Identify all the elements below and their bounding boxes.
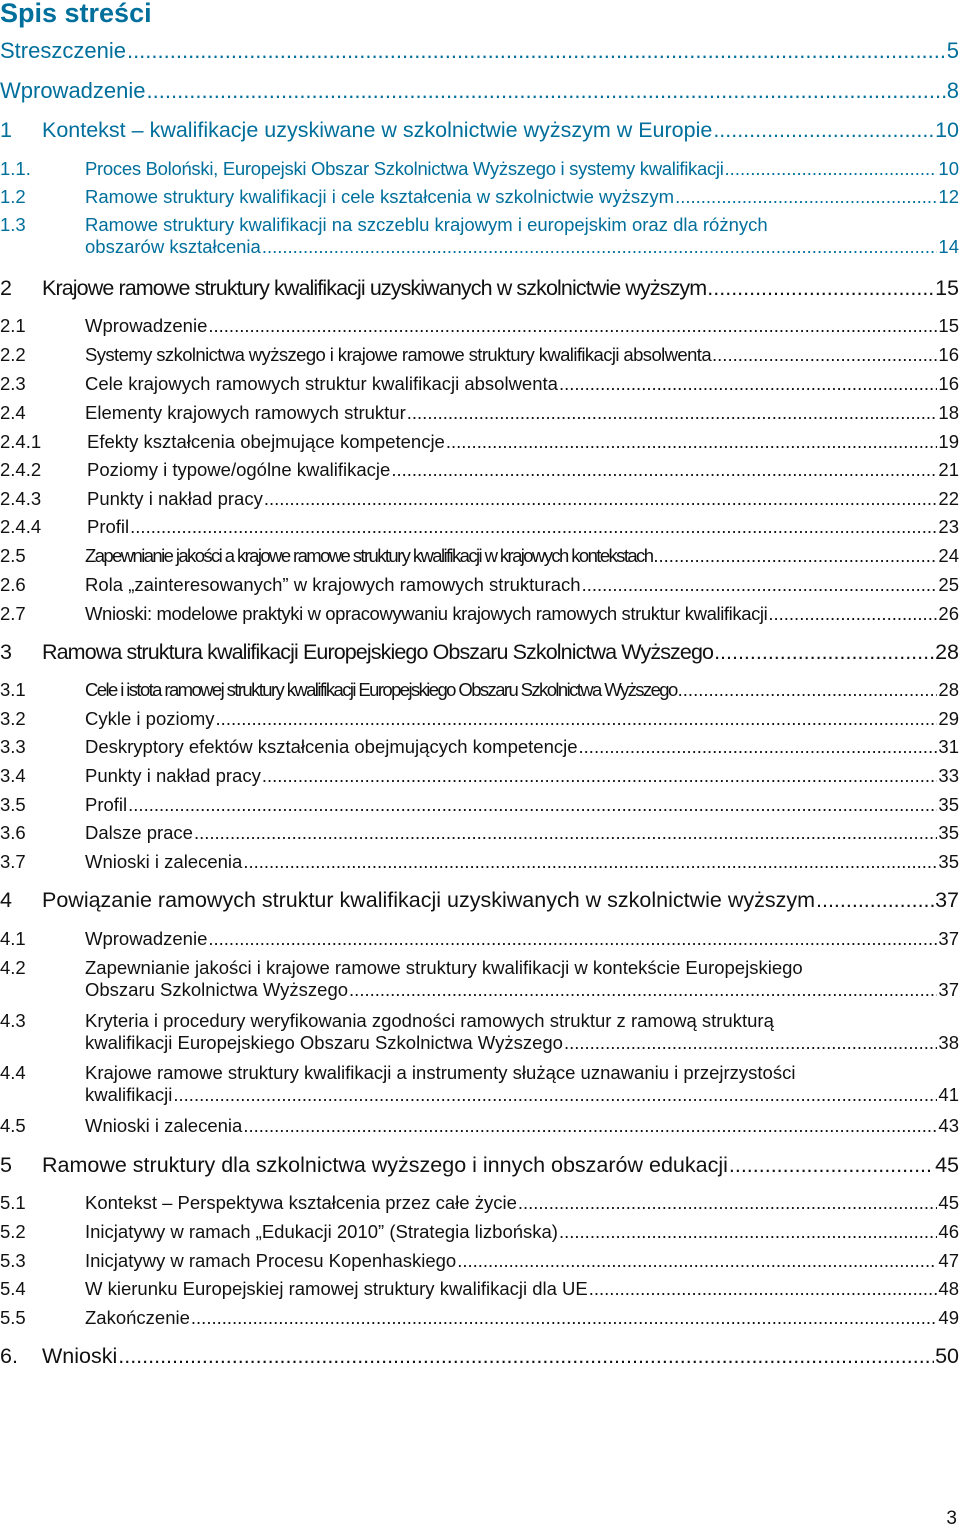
toc-entry-title: Wnioski i zalecenia (85, 851, 243, 872)
dot-leader (173, 1084, 937, 1106)
toc-entry-number: 2.4.3 (0, 488, 42, 509)
dot-leader (559, 373, 937, 395)
toc-entry-title: Wprowadzenie (0, 78, 146, 103)
dot-leader (714, 640, 934, 665)
dot-leader (391, 459, 937, 481)
dot-leader (713, 118, 934, 143)
toc-entry-number: 1.1. (0, 158, 31, 179)
toc-entry-2-4[interactable] (0, 402, 960, 424)
toc-entry-1[interactable] (0, 118, 960, 143)
dot-leader (262, 765, 938, 787)
toc-entry-3-3[interactable] (0, 736, 960, 758)
toc-entry-number: 4.5 (0, 1115, 26, 1136)
toc-entry-title: Punkty i nakład pracy (87, 488, 263, 509)
toc-entry-1-1[interactable] (0, 158, 960, 180)
toc-entry-number: 2.4.1 (0, 431, 42, 452)
dot-leader (675, 186, 937, 208)
toc-entry-page: 18 (938, 402, 959, 423)
toc-entry-page: 16 (938, 344, 959, 365)
toc-entry-page: 8 (946, 78, 959, 103)
toc-entry-page: 23 (938, 516, 959, 537)
toc-entry-number: 5.4 (0, 1278, 26, 1299)
toc-entry-title: W kierunku Europejskiej ramowej struktury kwalifikacji dla UE (85, 1278, 588, 1299)
toc-entry-page: 45 (938, 1192, 959, 1213)
dot-leader (579, 736, 938, 758)
toc-entry-title: Powiązanie ramowych struktur kwalifikacji uzyskiwanych w szkolnictwie wyższym (42, 888, 816, 912)
toc-entry-number: 4 (0, 888, 12, 912)
toc-entry-number: 5.2 (0, 1221, 26, 1242)
toc-entry-2-6[interactable] (0, 574, 960, 596)
dot-leader (191, 1307, 938, 1329)
toc-entry-title: Zakończenie (85, 1307, 190, 1328)
toc-entry-number: 1.2 (0, 186, 26, 207)
toc-entry-title: Efekty kształcenia obejmujące kompetencje (87, 431, 445, 452)
toc-entry-page: 31 (938, 736, 959, 757)
toc-entry-number: 3.2 (0, 708, 26, 729)
toc-entry-page: 26 (938, 603, 959, 624)
dot-leader (729, 1153, 934, 1178)
toc-entry-page: 49 (938, 1307, 959, 1328)
toc-entry-title: Krajowe ramowe struktury kwalifikacji uzyskiwanych w szkolnictwie wyższym (42, 276, 707, 300)
toc-entry-page: 22 (938, 488, 959, 509)
toc-entry-title: Wprowadzenie (85, 315, 208, 336)
toc-entry-2-4-1[interactable] (0, 431, 960, 453)
toc-entry-page: 38 (938, 1032, 959, 1053)
toc-entry-title: Systemy szkolnictwa wyższego i krajowe ramowe struktury kwalifikacji absolwenta (85, 344, 712, 365)
toc-entry-4-5[interactable] (0, 1115, 960, 1137)
toc-entry-page: 16 (938, 373, 959, 394)
dot-leader (147, 78, 946, 104)
dot-leader (559, 1221, 937, 1243)
dot-leader (194, 822, 937, 844)
toc-entry-page: 50 (935, 1344, 959, 1368)
toc-entry-page: 19 (938, 431, 959, 452)
toc-entry-number: 1.3 (0, 214, 26, 235)
toc-entry-number: 2 (0, 276, 12, 300)
toc-entry-number: 3.3 (0, 736, 26, 757)
toc-entry-page: 47 (938, 1250, 959, 1271)
toc-entry-5-4[interactable] (0, 1278, 960, 1300)
toc-entry-number: 2.7 (0, 603, 26, 624)
toc-entry-page: 21 (938, 459, 959, 480)
dot-leader (725, 158, 938, 180)
toc-entry-title: Zapewnianie jakości a krajowe ramowe struktury kwalifikacji w krajowych kontekstach (85, 545, 653, 566)
toc-entry-title: Cykle i poziomy (85, 708, 215, 729)
dot-leader (243, 1115, 937, 1137)
toc-entry-3-5[interactable] (0, 794, 960, 816)
toc-entry-page: 29 (938, 708, 959, 729)
toc-entry-number: 3 (0, 640, 12, 664)
dot-leader (208, 315, 937, 337)
toc-entry-5-2[interactable] (0, 1221, 960, 1243)
dot-leader (589, 1278, 938, 1300)
toc-entry-title: Inicjatywy w ramach Procesu Kopenhaskiego (85, 1250, 457, 1271)
toc-entry-4-3[interactable] (0, 1010, 960, 1054)
dot-leader (243, 851, 937, 873)
toc-entry-number: 2.4.4 (0, 516, 42, 537)
toc-entry-page: 28 (938, 679, 959, 700)
toc-entry-title: Ramowa struktura kwalifikacji Europejskiego Obszaru Szkolnictwa Wyższego (42, 640, 714, 664)
toc-entry-2-2[interactable] (0, 344, 960, 366)
toc-entry-2-4-4[interactable] (0, 516, 960, 538)
toc-entry-3-6[interactable] (0, 822, 960, 844)
toc-entry-number: 3.6 (0, 822, 26, 843)
toc-entry-number: 5.1 (0, 1192, 26, 1213)
dot-leader (712, 344, 937, 366)
toc-entry-5-5[interactable] (0, 1307, 960, 1329)
toc-entry-page: 28 (935, 640, 959, 664)
toc-entry-5-3[interactable] (0, 1250, 960, 1272)
toc-entry-3-1[interactable] (0, 679, 960, 701)
toc-entry-page: 25 (938, 574, 959, 595)
page-number: 3 (946, 1508, 957, 1529)
toc-entry-3-7[interactable] (0, 851, 960, 873)
toc-entry-page: 15 (938, 315, 959, 336)
toc-entry-4-4[interactable] (0, 1062, 960, 1106)
toc-entry-number: 2.5 (0, 545, 26, 566)
toc-entry-title-line1: Kryteria i procedury weryfikowania zgodności ramowych struktur z ramową strukturą (85, 1010, 774, 1031)
toc-entry-title-line1: Krajowe ramowe struktury kwalifikacji a instrumenty służące uznawaniu i przejrzystości (85, 1062, 796, 1083)
toc-entry-2-7[interactable] (0, 603, 960, 625)
toc-entry-number: 5 (0, 1153, 12, 1177)
dot-leader (118, 1344, 934, 1369)
toc-entry-title: Kontekst – Perspektywa kształcenia przez całe życie (85, 1192, 517, 1213)
dot-leader (653, 545, 937, 567)
toc-entry-title: kwalifikacji Europejskiego Obszaru Szkolnictwa Wyższego (85, 1032, 563, 1053)
toc-entry-title: Elementy krajowych ramowych struktur (85, 402, 406, 423)
toc-entry-title: kwalifikacji (85, 1084, 173, 1105)
toc-entry-streszczenie[interactable] (0, 38, 960, 64)
toc-entry-number: 2.3 (0, 373, 26, 394)
toc-entry-number: 3.4 (0, 765, 26, 786)
toc-entry-title: Ramowe struktury kwalifikacji i cele kształcenia w szkolnictwie wyższym (85, 186, 675, 207)
toc-entry-number: 4.4 (0, 1062, 26, 1083)
toc-entry-title: Cele krajowych ramowych struktur kwalifikacji absolwenta (85, 373, 558, 394)
toc-entry-page: 5 (946, 38, 959, 63)
toc-entry-page: 33 (938, 765, 959, 786)
toc-entry-2-4-3[interactable] (0, 488, 960, 510)
toc-entry-number: 5.3 (0, 1250, 26, 1271)
toc-entry-title: Dalsze prace (85, 822, 193, 843)
toc-entry-number: 3.7 (0, 851, 26, 872)
toc-entry-number: 2.2 (0, 344, 26, 365)
toc-entry-title: Kontekst – kwalifikacje uzyskiwane w szkolnictwie wyższym w Europie (42, 118, 713, 142)
toc-entry-title: Rola „zainteresowanych” w krajowych ramowych strukturach (85, 574, 581, 595)
toc-entry-page: 37 (938, 979, 959, 1000)
dot-leader (582, 574, 938, 596)
toc-entry-page: 14 (938, 236, 959, 257)
toc-entry-page: 43 (938, 1115, 959, 1136)
toc-entry-title: Inicjatywy w ramach „Edukacji 2010” (Strategia lizbońska) (85, 1221, 558, 1242)
toc-entry-number: 3.5 (0, 794, 26, 815)
toc-entry-page: 10 (935, 118, 959, 142)
toc-entry-page: 48 (938, 1278, 959, 1299)
dot-leader (208, 928, 937, 950)
toc-entry-page: 12 (938, 186, 959, 207)
toc-entry-page: 46 (938, 1221, 959, 1242)
toc-entry-number: 3.1 (0, 679, 26, 700)
toc-entry-5[interactable] (0, 1153, 960, 1178)
dot-leader (678, 679, 938, 701)
toc-entry-4-2[interactable] (0, 957, 960, 1001)
toc-entry-page: 37 (935, 888, 959, 912)
toc-entry-number: 2.4.2 (0, 459, 42, 480)
toc-entry-4[interactable] (0, 888, 960, 913)
toc-entry-2-3[interactable] (0, 373, 960, 395)
toc-entry-page: 45 (935, 1153, 959, 1177)
toc-entry-1-3[interactable] (0, 214, 960, 258)
toc-entry-number: 5.5 (0, 1307, 26, 1328)
toc-entry-5-1[interactable] (0, 1192, 960, 1214)
dot-leader (262, 236, 938, 258)
toc-entry-title: Punkty i nakład pracy (85, 765, 261, 786)
dot-leader (518, 1192, 938, 1214)
toc-entry-title: Wnioski: modelowe praktyki w opracowywaniu krajowych ramowych struktur kwalifikacji (85, 603, 768, 624)
toc-entry-4-1[interactable] (0, 928, 960, 950)
toc-entry-title: Profil (87, 516, 130, 537)
toc-entry-number: 4.1 (0, 928, 26, 949)
toc-entry-page: 35 (938, 794, 959, 815)
toc-entry-page: 37 (938, 928, 959, 949)
toc-entry-wprowadzenie[interactable] (0, 78, 960, 104)
dot-leader (816, 888, 934, 913)
toc-entry-title: obszarów kształcenia (85, 236, 261, 257)
toc-entry-number: 2.6 (0, 574, 26, 595)
toc-entry-6[interactable] (0, 1344, 960, 1369)
toc-entry-page: 35 (938, 822, 959, 843)
toc-entry-title: Proces Boloński, Europejski Obszar Szkolnictwa Wyższego i systemy kwalifikacji (85, 158, 724, 179)
toc-entry-title: Deskryptory efektów kształcenia obejmujących kompetencje (85, 736, 578, 757)
toc-entry-title: Wprowadzenie (85, 928, 208, 949)
toc-entry-number: 4.3 (0, 1010, 26, 1031)
dot-leader (707, 276, 934, 301)
toc-entry-title: Ramowe struktury dla szkolnictwa wyższego i innych obszarów edukacji (42, 1153, 728, 1177)
toc-entry-2-4-2[interactable] (0, 459, 960, 481)
dot-leader (128, 794, 937, 816)
toc-entry-3-4[interactable] (0, 765, 960, 787)
dot-leader (216, 708, 938, 730)
toc-entry-number: 1 (0, 118, 12, 142)
toc-entry-3[interactable] (0, 640, 960, 665)
toc-entry-2-1[interactable] (0, 315, 960, 337)
toc-entry-title: Cele i istota ramowej struktury kwalifikacji Europejskiego Obszaru Szkolnictwa Wyższego (85, 679, 677, 700)
dot-leader (446, 431, 938, 453)
toc-entry-page: 10 (938, 158, 959, 179)
page-title: Spis streści (0, 0, 152, 28)
toc-entry-title: Wnioski i zalecenia (85, 1115, 243, 1136)
dot-leader (768, 603, 937, 625)
toc-entry-page: 35 (938, 851, 959, 872)
toc-entry-1-2[interactable] (0, 186, 960, 208)
toc-entry-title-line1: Zapewnianie jakości i krajowe ramowe struktury kwalifikacji w kontekście Europejskiego (85, 957, 803, 978)
toc-entry-title: Poziomy i typowe/ogólne kwalifikacje (87, 459, 391, 480)
toc-entry-number: 2.4 (0, 402, 26, 423)
toc-entry-title: Wnioski (42, 1344, 118, 1368)
toc-entry-number: 2.1 (0, 315, 26, 336)
toc-entry-2-5[interactable] (0, 545, 960, 567)
dot-leader (407, 402, 938, 424)
dot-leader (349, 979, 937, 1001)
toc-entry-title-line1: Ramowe struktury kwalifikacji na szczeblu krajowym i europejskim oraz dla różnych (85, 214, 768, 235)
toc-entry-page: 24 (938, 545, 959, 566)
toc-entry-number: 6. (0, 1344, 18, 1368)
toc-entry-title: Streszczenie (0, 38, 126, 63)
toc-entry-page: 41 (938, 1084, 959, 1105)
toc-entry-title: Obszaru Szkolnictwa Wyższego (85, 979, 349, 1000)
toc-entry-title: Profil (85, 794, 128, 815)
toc-entry-page: 15 (935, 276, 959, 300)
dot-leader (564, 1032, 937, 1054)
dot-leader (264, 488, 938, 510)
dot-leader (127, 38, 946, 64)
dot-leader (457, 1250, 937, 1272)
toc-entry-number: 4.2 (0, 957, 26, 978)
dot-leader (130, 516, 937, 538)
toc-entry-3-2[interactable] (0, 708, 960, 730)
toc-entry-2[interactable] (0, 276, 960, 301)
